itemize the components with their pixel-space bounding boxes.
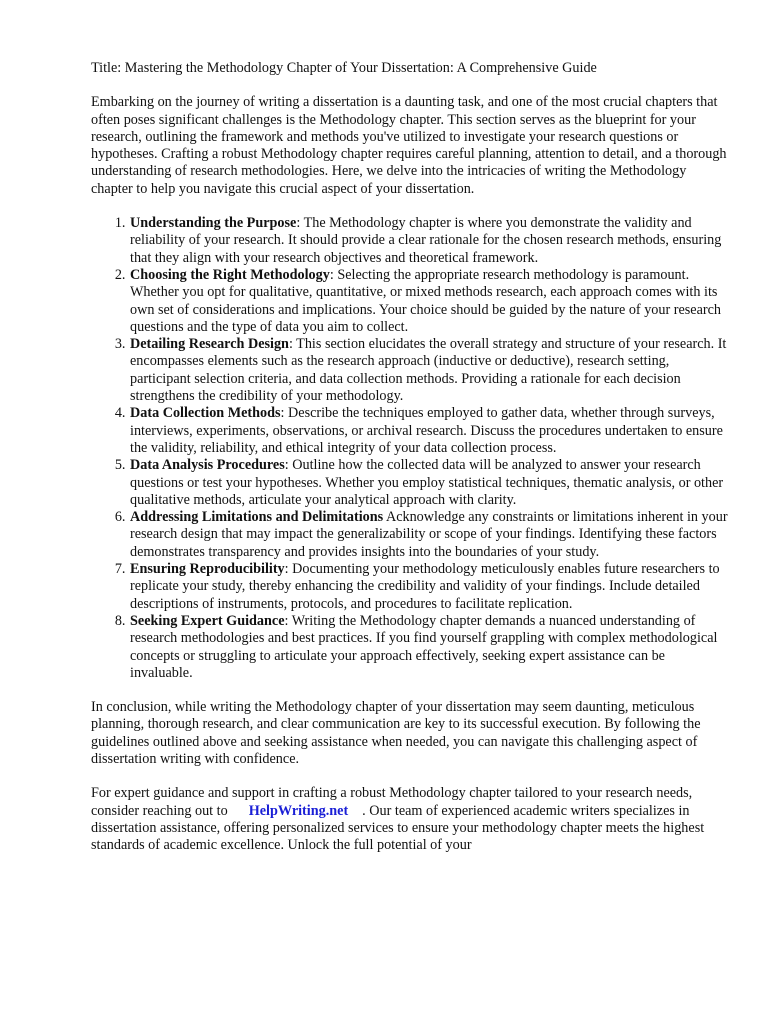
list-item — [129, 509, 731, 561]
list-item-heading: Data Analysis Procedures — [130, 457, 285, 474]
list-item-text: This section elucidates the overall strategy and structure of your research. It encompasses elements such as the research approach (inductive or deductive), research setting, participant selection criteria, and data collection methods. Providing a rationale for each decision strengthens the credibility of your methodology. — [130, 336, 727, 405]
list-item: 5. Data Analysis Procedures: Outline how the collected data will be analyzed to answer your research questions or test your hypotheses. Whether you employ statistical techniques, thematic analysis, or other qualitative methods, articulate your analytical approach with clarity. — [129, 457, 731, 509]
list-item-heading: Understanding the Purpose — [130, 215, 297, 232]
list-item-text: The Methodology chapter is where you demonstrate the validity and reliability of your research. It should provide a clear rationale for the chosen research methods, ensuring that they align with your research objectives and theoretical framework. — [130, 215, 722, 266]
list-item-text: Outline how the collected data will be analyzed to answer your research questions or test your hypotheses. Whether you employ statistical techniques, thematic analysis, or other qualitative methods, articulate your analytical approach with clarity. — [130, 457, 724, 508]
list-item-text: Acknowledge any constraints or limitations inherent in your research design that may impact the generalizability or scope of your findings. Identifying these factors demonstrates transparency and provides insights into the boundaries of your study. — [130, 509, 728, 560]
list-item-heading: Detailing Research Design — [130, 336, 289, 353]
list-item-heading: Data Collection Methods — [130, 405, 281, 422]
document-title: Title: Mastering the Methodology Chapter of Your Dissertation: A Comprehensive Guide — [91, 60, 597, 76]
closing-text-after: . Our team of experienced academic writers specializes in dissertation assistance, offering personalized services to ensure your methodology chapter meets the highest standards of academic excellence. Unlock the full potential of your — [91, 802, 705, 854]
list-item-text: Writing the Methodology chapter demands a nuanced understanding of research methodologies and best practices. If you find yourself grappling with complex methodological concepts or struggling to articulate your approach effectively, seeking expert assistance can be invaluable. — [130, 612, 718, 681]
methodology-steps-list — [91, 215, 731, 682]
list-item-heading: Addressing Limitations and Delimitations — [130, 509, 384, 526]
list-item: 1. Understanding the Purpose: The Methodology chapter is where you demonstrate the validity and reliability of your research. It should provide a clear rationale for the chosen research methods, ensuring that they align with your research objectives and theoretical framework. — [129, 215, 731, 267]
list-item-text: Documenting your methodology meticulously enables future researchers to replicate your study, thereby enhancing the credibility and validity of your findings. Include detailed descriptions of instruments, protocols, and procedures to facilitate replication. — [130, 561, 720, 612]
intro-paragraph: Embarking on the journey of writing a dissertation is a daunting task, and one of the most crucial chapters that often poses significant challenges is the Methodology chapter. This section serves as the blueprint for your research, outlining the framework and methods you've utilized to investigate your research questions or hypotheses. Crafting a robust Methodology chapter requires careful planning, attention to detail, and a thorough understanding of research methodologies. Here, we delve into the intricacies of writing the Methodology chapter to help you navigate this crucial aspect of your dissertation. — [91, 94, 727, 197]
list-item: 8. Seeking Expert Guidance: Writing the Methodology chapter demands a nuanced understanding of research methodologies and best practices. If you find yourself grappling with complex methodological concepts or struggling to articulate your approach effectively, seeking expert assistance can be invaluable. — [129, 613, 731, 682]
list-item-heading: Seeking Expert Guidance — [130, 612, 285, 629]
helpwriting-link[interactable]: HelpWriting.net — [248, 802, 349, 819]
list-item-text: Selecting the appropriate research methodology is paramount. Whether you opt for qualitative, quantitative, or mixed methods research, each approach comes with its own set of considerations and implications. Your choice should be guided by the nature of your research questions and the type of data you aim to collect. — [130, 266, 722, 335]
list-item: 7. Ensuring Reproducibility: Documenting your methodology meticulously enables future researchers to replicate your study, thereby enhancing the credibility and validity of your findings. Include detailed descriptions of instruments, protocols, and procedures to facilitate replication. — [129, 561, 731, 613]
list-item-heading: Choosing the Right Methodology — [130, 266, 330, 283]
list-item-text: Describe the techniques employed to gather data, whether through surveys, interviews, experiments, observations, or archival research. Discuss the procedures undertaken to ensure the validity, reliability, and ethical integrity of your data collection process. — [130, 405, 723, 456]
list-item: 3. Detailing Research Design: This section elucidates the overall strategy and structure of your research. It encompasses elements such as the research approach (inductive or deductive), research setting, participant selection criteria, and data collection methods. Providing a rationale for each decision strengthens the credibility of your methodology. — [129, 336, 731, 405]
list-item: 4. Data Collection Methods: Describe the techniques employed to gather data, whether through surveys, interviews, experiments, observations, or archival research. Discuss the procedures undertaken to ensure the validity, reliability, and ethical integrity of your data collection process. — [129, 405, 731, 457]
list-item-heading: Ensuring Reproducibility — [130, 561, 285, 578]
closing-text-before: For expert guidance and support in crafting a robust Methodology chapter tailored to your research needs, consider reaching out to — [91, 785, 693, 819]
conclusion-paragraph: In conclusion, while writing the Methodology chapter of your dissertation may seem daunting, meticulous planning, thorough research, and clear communication are key to its successful execution. By following the guidelines outlined above and seeking assistance when needed, you can navigate this challenging aspect of dissertation writing with confidence. — [91, 699, 701, 767]
list-item: 2. Choosing the Right Methodology: Selecting the appropriate research methodology is paramount. Whether you opt for qualitative, quantitative, or mixed methods research, each approach comes with its own set of considerations and implications. Your choice should be guided by the nature of your research questions and the type of data you aim to collect. — [129, 267, 731, 336]
closing-paragraph — [91, 785, 731, 854]
document-page — [91, 60, 731, 854]
